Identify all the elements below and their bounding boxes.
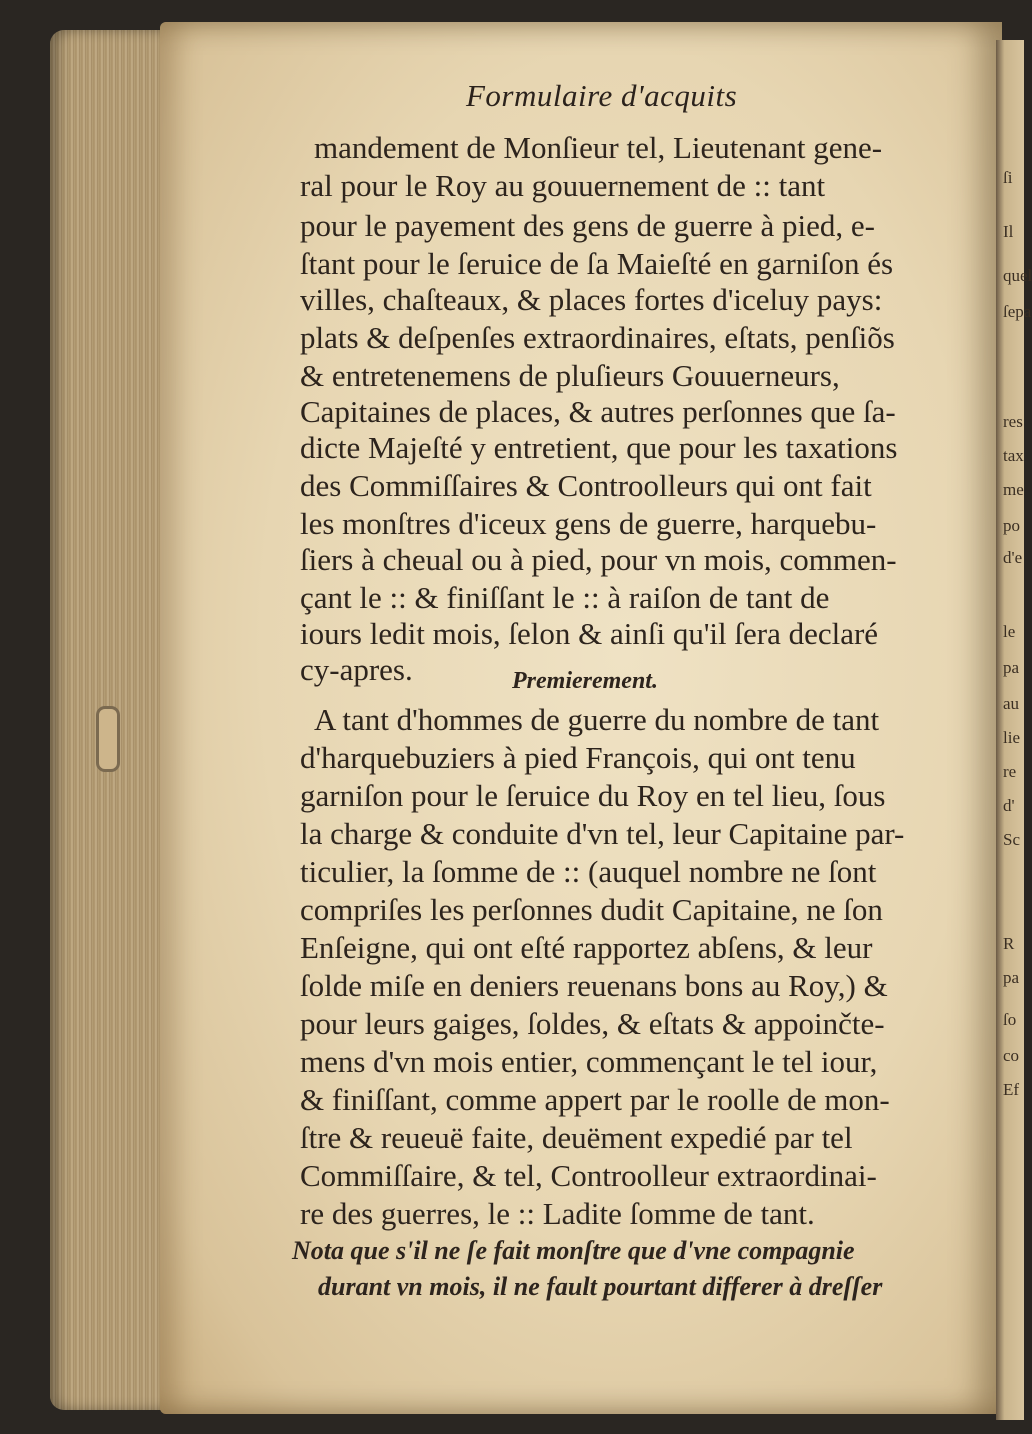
text-line: des Commiſſaires & Controolleurs qui ont fait xyxy=(300,468,872,503)
section-heading: Premierement. xyxy=(512,668,658,694)
right-page-fragment: ſo xyxy=(1003,1010,1017,1029)
text-line: d'harquebuziers à pied François, qui ont tenu xyxy=(300,740,856,775)
text-line: plats & deſpenſes extraordinaires, eſtats, penſiõs xyxy=(300,320,895,355)
text-line: çant le :: & finiſſant le :: à raiſon de tant de xyxy=(300,580,830,615)
text-line: cy-apres. xyxy=(300,652,413,687)
text-line: Enſeigne, qui ont eſté rapportez abſens, & leur xyxy=(300,930,873,965)
right-page-fragment: ſi xyxy=(1003,168,1013,187)
text-line: ral pour le Roy au gouuernement de :: tant xyxy=(300,168,826,203)
text-line: re des guerres, le :: Ladite ſomme de tant. xyxy=(300,1196,815,1231)
binding-clasp xyxy=(96,706,120,772)
text-line: garniſon pour le ſeruice du Roy en tel lieu, ſous xyxy=(300,778,886,813)
note-line: Nota que s'il ne ſe fait monſtre que d'vne compagnie xyxy=(292,1236,855,1265)
text-line: ſiers à cheual ou à pied, pour vn mois, commen- xyxy=(300,542,897,577)
right-page-fragment: Sc xyxy=(1003,830,1020,849)
text-line: pour leurs gaiges, ſoldes, & eſtats & appoinčte- xyxy=(300,1006,885,1041)
right-page-fragment: au xyxy=(1003,694,1020,713)
right-page-fragment: me xyxy=(1003,480,1024,499)
right-page-fragment: res xyxy=(1003,412,1023,431)
right-page-fragment: pa xyxy=(1003,658,1020,677)
text-line: A tant d'hommes de guerre du nombre de tant xyxy=(314,702,880,737)
right-page-fragment: lie xyxy=(1003,728,1020,747)
right-page-fragment: tax xyxy=(1003,446,1024,465)
text-line: iours ledit mois, ſelon & ainſi qu'il ſera declaré xyxy=(300,616,879,651)
right-page-fragment: re xyxy=(1003,762,1017,781)
text-line: mandement de Monſieur tel, Lieutenant gene- xyxy=(314,130,883,165)
right-page-fragment: le xyxy=(1003,622,1016,641)
text-line: ſolde miſe en deniers reuenans bons au Roy,) & xyxy=(300,968,888,1003)
right-page-fragment: quel xyxy=(1003,266,1032,285)
text-line: dicte Majeſté y entretient, que pour les taxations xyxy=(300,430,898,465)
text-line: Capitaines de places, & autres perſonnes que ſa- xyxy=(300,394,896,429)
right-page-fragment: ſepa xyxy=(1003,302,1032,321)
text-line: compriſes les perſonnes dudit Capitaine, ne ſon xyxy=(300,892,883,927)
text-line: villes, chaſteaux, & places fortes d'iceluy pays: xyxy=(300,282,883,317)
text-line: mens d'vn mois entier, commençant le tel iour, xyxy=(300,1044,878,1079)
text-line: & entretenemens de pluſieurs Gouuerneurs, xyxy=(300,358,840,393)
note-line: durant vn mois, il ne fault pourtant differer à dreſſer xyxy=(318,1272,883,1301)
text-line: pour le payement des gens de guerre à pied, e- xyxy=(300,208,875,243)
text-line: ticulier, la ſomme de :: (auquel nombre ne ſont xyxy=(300,854,877,889)
text-line: ſtre & reueuë faite, deuëment expedié par tel xyxy=(300,1120,853,1155)
right-page-fragment: Ef xyxy=(1003,1080,1020,1099)
right-page-fragment: Il xyxy=(1003,222,1014,241)
right-page-fragment: po xyxy=(1003,516,1020,535)
text-line: la charge & conduite d'vn tel, leur Capitaine par- xyxy=(300,816,905,851)
right-page-fragment: R xyxy=(1003,934,1015,953)
right-page-fragment: co xyxy=(1003,1046,1020,1065)
text-line: Commiſſaire, & tel, Controolleur extraordinai- xyxy=(300,1158,877,1193)
right-page-fragment: pa xyxy=(1003,968,1020,987)
right-page-fragment: d'e xyxy=(1003,548,1023,567)
right-page-fragment: d' xyxy=(1003,796,1015,815)
text-line: & finiſſant, comme appert par le roolle de mon- xyxy=(300,1082,890,1117)
text-line: les monſtres d'iceux gens de guerre, harquebu- xyxy=(300,506,877,541)
running-head: Formulaire d'acquits xyxy=(466,78,738,113)
text-line: ſtant pour le ſeruice de ſa Maieſté en garniſon és xyxy=(300,246,894,281)
